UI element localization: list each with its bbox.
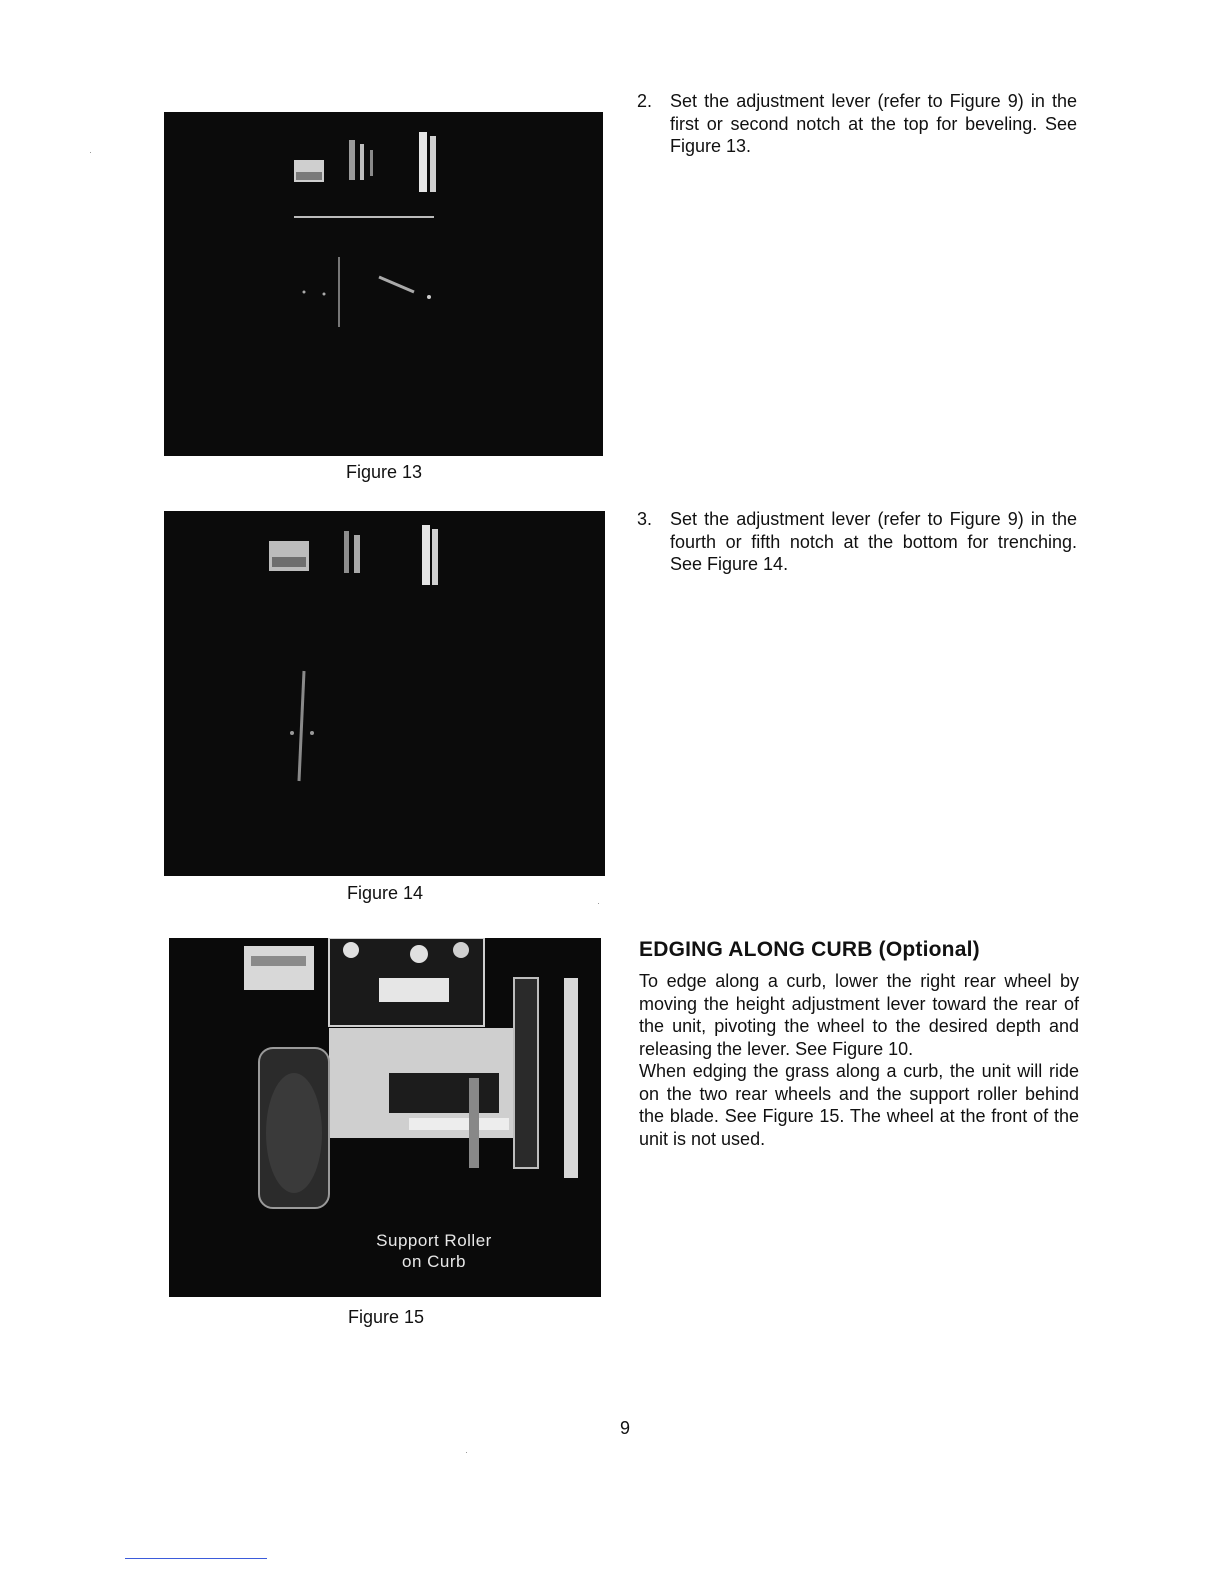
step-3-text: Set the adjustment lever (refer to Figure 9) in the fourth or fifth notch at the bottom for trenching. See Figure 14. [670, 509, 1077, 574]
step-2-text: Set the adjustment lever (refer to Figure 9) in the first or second notch at the top for beveling. See Figure 13. [670, 91, 1077, 156]
figure-15-label-top: Support Roller [376, 1231, 492, 1250]
footer-link-underline[interactable] [125, 1558, 267, 1559]
scan-speck [466, 1452, 467, 1453]
scan-speck [90, 152, 91, 153]
section-paragraph-1: To edge along a curb, lower the right rear wheel by moving the height adjustment lever toward the rear of the unit, pivoting the wheel to the desired depth and releasing the lever. See Figure 10. [639, 971, 1079, 1059]
scan-speck [598, 903, 599, 904]
step-3 [637, 508, 1077, 576]
figure-13-caption: Figure 13 [345, 462, 423, 482]
step-2-number: 2. [637, 91, 653, 111]
page-number: 9 [620, 1418, 631, 1438]
figure-14-image [164, 511, 605, 876]
figure-15-photo [169, 938, 601, 1297]
section-paragraph-2: When edging the grass along a curb, the unit will ride on the two rear wheels and the support roller behind the blade. See Figure 15. The wheel at the front of the unit is not used. [639, 1061, 1079, 1149]
edging-section [639, 938, 1079, 1150]
section-heading: EDGING ALONG CURB (Optional) [639, 938, 980, 961]
figure-13-image [164, 112, 603, 456]
figure-14-photo [164, 511, 605, 876]
figure-14-caption: Figure 14 [346, 883, 424, 903]
figure-15-caption: Figure 15 [347, 1307, 425, 1327]
step-2 [637, 90, 1077, 158]
step-3-number: 3. [637, 509, 653, 529]
figure-13-photo [164, 112, 603, 456]
figure-13-faint-label [304, 406, 474, 424]
figure-15-label-bottom: on Curb [402, 1252, 466, 1271]
